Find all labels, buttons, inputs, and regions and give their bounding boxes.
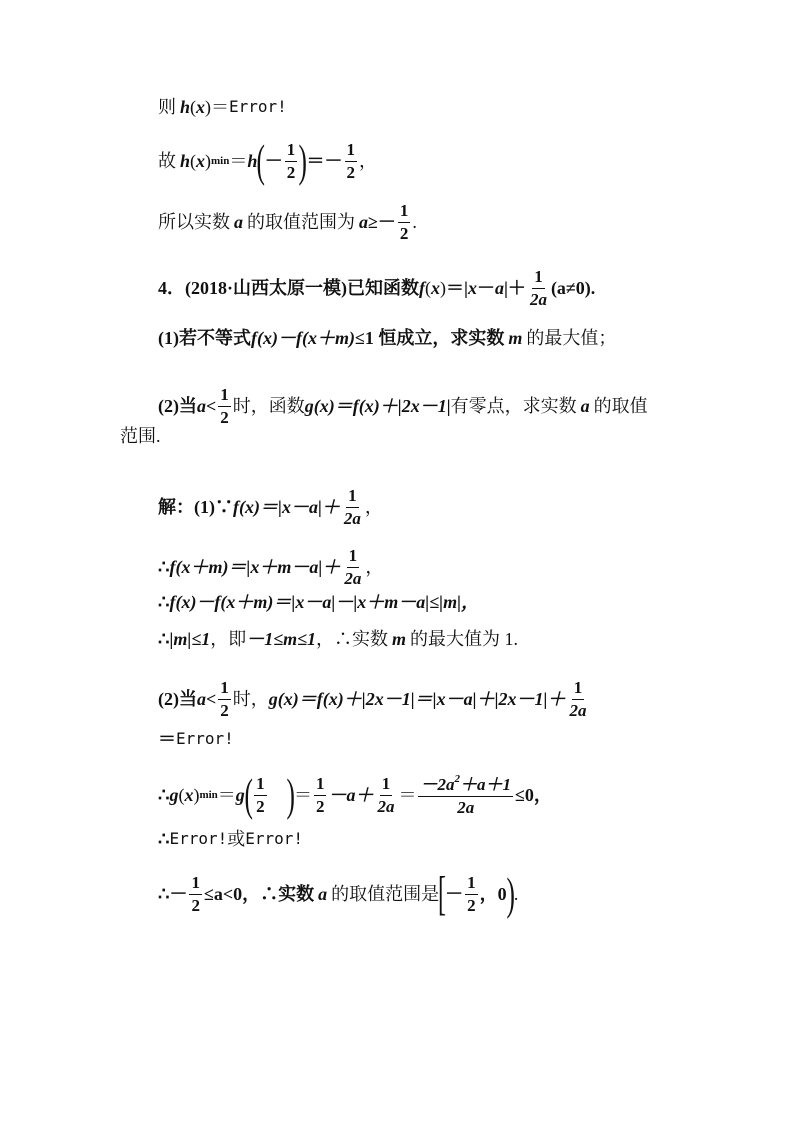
numerator: 1 <box>189 874 202 895</box>
numerator-part: ＋a＋1 <box>459 774 511 794</box>
equals-minus: ＝－ <box>306 151 343 171</box>
numerator: 1 <box>218 679 231 700</box>
var-a: a <box>197 689 206 710</box>
subscript-min: min <box>199 788 218 801</box>
therefore: ∴ <box>158 629 170 649</box>
fraction-one-half <box>285 141 298 182</box>
comma: ， <box>479 884 498 904</box>
text: 则 <box>158 97 176 117</box>
problem-number: 4．(2018·山西太原一模)已知函数 <box>158 278 419 299</box>
comma: ， <box>365 557 384 578</box>
denominator: 2a <box>343 508 361 528</box>
text: 或 <box>227 829 246 849</box>
var-h: h <box>180 151 191 171</box>
expression: g(x)＝f(x)＋|2x－1| <box>304 396 451 417</box>
right-paren: ) <box>286 769 295 820</box>
denominator: 2 <box>467 895 476 915</box>
var-x: x <box>467 278 477 299</box>
text: 有零点，求实数 <box>450 396 577 417</box>
var-m: m <box>508 328 523 348</box>
text: ≤1 恒成立，求实数 <box>354 328 505 348</box>
var-a: a <box>580 396 590 417</box>
equals-abs: ＝| <box>446 278 468 299</box>
denominator: 2 <box>220 700 229 720</box>
therefore: ∴ <box>158 592 170 612</box>
text: (2)当 <box>158 396 197 417</box>
fraction-one-half <box>218 386 231 427</box>
fraction-one-half <box>465 874 478 915</box>
text: (2)当 <box>158 689 197 710</box>
error-text: Error! <box>229 97 287 116</box>
numerator: 1 <box>572 679 585 700</box>
exponent: 2 <box>454 772 460 785</box>
numerator: 1 <box>398 202 411 223</box>
var-x: x <box>431 278 440 299</box>
condition: (a≠0). <box>550 278 596 299</box>
text: 时， <box>232 689 269 710</box>
solution-part-2-start <box>158 679 591 720</box>
numerator <box>418 774 513 797</box>
problem-4-part-2-cont <box>120 427 161 445</box>
left-paren: ( <box>244 769 253 820</box>
denominator: 2 <box>256 796 265 816</box>
expression: f(x)－f(x＋m) <box>251 328 355 348</box>
text: ，∴实数 <box>316 629 389 649</box>
therefore-minus: ∴－ <box>158 884 188 904</box>
expression: f(x)－f(x＋m)＝|x－a|－|x＋m－a|≤|m|， <box>169 592 480 612</box>
fraction-one-over-2a <box>342 547 363 588</box>
right-paren: ) <box>298 135 308 186</box>
solution-system <box>158 830 303 848</box>
var-h: h <box>247 151 258 171</box>
solution-difference <box>158 593 479 611</box>
var-a: a <box>197 396 206 417</box>
therefore: ∴ <box>158 829 170 849</box>
abs-plus: |＋ <box>503 278 526 299</box>
fraction-one-over-2a <box>568 679 589 720</box>
var-h: h <box>180 97 191 117</box>
denominator: 2a <box>377 796 395 816</box>
minus: － <box>445 884 464 904</box>
denominator: 2a <box>569 700 587 720</box>
fraction-one-half <box>218 679 231 720</box>
comma: ， <box>359 151 378 171</box>
numerator-part: －2a <box>420 774 455 794</box>
var-x: x <box>196 151 206 171</box>
numerator: 1 <box>347 547 360 568</box>
denominator: 2 <box>346 162 356 182</box>
denominator: 2a <box>457 797 475 817</box>
fraction-one-over-2a <box>342 487 363 528</box>
expression: f(x)＝|x－a|＋ <box>233 497 340 518</box>
equals: ＝ <box>217 785 236 805</box>
equals: ＝ <box>398 785 417 805</box>
line-range-conclusion <box>158 202 417 243</box>
numerator: 1 <box>346 487 359 508</box>
leq-zero: ≤0， <box>514 785 552 805</box>
solution-part-1-start <box>158 487 383 528</box>
fraction-one-over-2a <box>528 268 549 309</box>
var-x: x <box>184 785 194 805</box>
text: 所以实数 <box>158 212 230 233</box>
solution-m-max <box>158 630 518 648</box>
minus: － <box>264 151 283 171</box>
numerator: 1 <box>532 268 545 289</box>
expression: －a＋ <box>328 785 374 805</box>
fraction-one-half <box>189 874 202 915</box>
problem-4-part-1 <box>158 329 616 347</box>
denominator: 2 <box>220 407 229 427</box>
expression: g(x)＝f(x)＋|2x－1|＝|x－a|＋|2x－1|＋ <box>268 689 566 710</box>
var-a: a <box>494 278 504 299</box>
less-than: < <box>206 396 217 417</box>
expression: －1≤m≤1 <box>246 629 317 649</box>
numerator: 1 <box>314 775 327 796</box>
fraction-one-half <box>345 141 358 182</box>
text: 故 <box>158 151 176 171</box>
fraction-one-over-2a <box>375 775 396 816</box>
equals: ＝ <box>158 729 176 749</box>
denominator: 2 <box>286 162 296 182</box>
left-paren: ( <box>256 135 266 186</box>
equals: ＝ <box>211 97 230 117</box>
therefore: ∴ <box>158 785 170 805</box>
denominator: 2a <box>529 289 547 309</box>
fraction-one-half <box>398 202 411 243</box>
numerator: 1 <box>218 386 231 407</box>
left-bracket: [ <box>438 867 447 920</box>
var-a: a <box>234 212 243 233</box>
denominator: 2 <box>315 796 325 816</box>
numerator: 1 <box>254 775 267 796</box>
therefore: ∴ <box>158 557 170 578</box>
solution-final-range <box>158 867 519 920</box>
numerator: 1 <box>345 141 358 162</box>
text: 的取值范围是 <box>331 884 440 904</box>
problem-4-part-2 <box>158 386 648 427</box>
var-g: g <box>169 785 179 805</box>
var-a: a <box>359 212 368 233</box>
text: (1)若不等式 <box>158 328 251 348</box>
text: 时，函数 <box>232 396 305 417</box>
zero: 0 <box>497 884 507 904</box>
fraction-quadratic <box>418 774 513 817</box>
less-than: < <box>206 689 217 710</box>
denominator: 2 <box>399 223 409 243</box>
numerator: 1 <box>465 874 478 895</box>
var-a: a <box>318 884 328 904</box>
solution-piecewise <box>158 730 234 748</box>
minus: － <box>476 278 495 299</box>
var-g: g <box>235 785 245 805</box>
error-text: Error! <box>245 829 304 848</box>
line-h-definition: 则 h ( x ) ＝ Error! <box>158 97 287 117</box>
var-m: m <box>392 629 407 649</box>
period: . <box>412 212 417 233</box>
geq-minus: ≥－ <box>368 212 396 233</box>
solution-fxm <box>158 547 383 588</box>
problem-4-statement: 4．(2018·山西太原一模)已知函数 f ( x ) ＝| x － a |＋ $\frac{1}{2a}$ (a≠0). <box>158 267 596 309</box>
numerator: 1 <box>285 141 298 162</box>
denominator: 2a <box>344 568 362 588</box>
period: . <box>513 884 519 904</box>
numerator: 1 <box>380 775 393 796</box>
solution-label: 解：(1)∵ <box>158 497 233 518</box>
right-paren: ) <box>506 868 515 919</box>
text: ≤a<0，∴实数 <box>203 884 315 904</box>
text: 的取值范围为 <box>247 212 355 233</box>
error-text: Error! <box>169 829 228 848</box>
text: 的最大值为 1. <box>410 629 519 649</box>
denominator: 2 <box>191 895 200 915</box>
text: ，即 <box>210 629 247 649</box>
expression: |m|≤1 <box>169 629 211 649</box>
expression: f(x＋m)＝|x＋m－a|＋ <box>169 557 341 578</box>
subscript-min: min <box>211 154 230 167</box>
equals: ＝ <box>229 151 248 171</box>
error-text: Error! <box>176 729 234 748</box>
var-x: x <box>196 97 206 117</box>
text: 的取值 <box>593 396 648 417</box>
comma: ， <box>364 497 383 518</box>
var-f: f <box>419 278 425 299</box>
text: 范围. <box>120 426 161 446</box>
text: 的最大值； <box>526 328 617 348</box>
equals: ＝ <box>293 785 312 805</box>
solution-g-min: ∴ g ( x ) min ＝ g ( $\frac{1}{2}$ ) ＝ $\frac{1}{2}$ －a＋ $\frac{1}{2a}$ ＝ $\frac{-2a^2+a+1}{2a}$ ≤0， <box>158 769 552 820</box>
fraction-one-half <box>314 775 327 816</box>
line-h-min: 故 h ( x ) min ＝ h ( － $\frac{1}{2}$ ) ＝－ $\frac{1}{2}$ ， <box>158 135 378 186</box>
fraction-one-half <box>254 775 267 816</box>
